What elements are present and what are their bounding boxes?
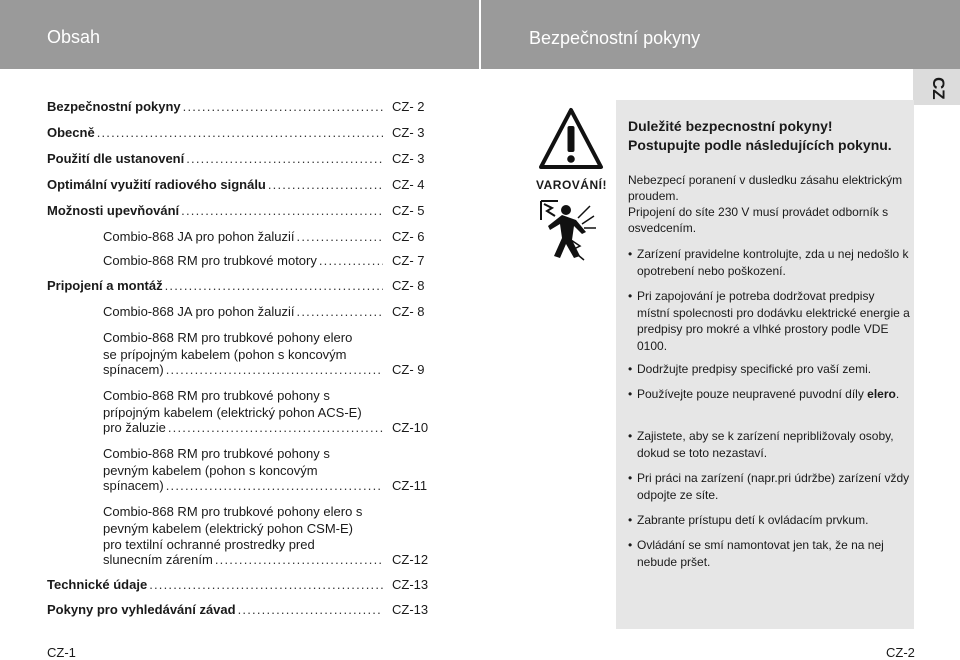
safety-bullet: • Ovládání se smí namontovat jen tak, že na nej nebude pršet.	[628, 537, 910, 570]
safety-bullet: • Pri zapojování je potreba dodržovat predpisy místní spolecnosti pro dodávku elektrické energie a predpisy pro mokré a vlhké prostory podle VDE 0100.	[628, 288, 910, 354]
toc-leader	[238, 602, 383, 617]
toc-subentry-line: pevným kabelem (elektrický pohon CSM-E)	[103, 521, 353, 536]
toc-entry-title: Pokyny pro vyhledávání závad	[47, 602, 236, 617]
toc-entry-title: spínacem)	[103, 478, 164, 493]
toc-entry-title: Combio-868 JA pro pohon žaluzií	[103, 304, 295, 319]
toc-entry-title: pro žaluzie	[103, 420, 166, 435]
safety-title-line: Postupujte podle následujících pokynu.	[628, 137, 892, 153]
toc-leader	[165, 278, 383, 293]
toc-entry[interactable]	[47, 278, 383, 293]
toc-entry-title: Technické údaje	[47, 577, 148, 592]
safety-bullet: • Dodržujte predpisy specifické pro vaší zemi.	[628, 361, 910, 378]
toc-subentry-line: pevným kabelem (pohon s koncovým	[103, 463, 318, 478]
safety-title-line: Duležité bezpecnostní pokyny!	[628, 118, 833, 134]
toc-subentry-line: Combio-868 RM pro trubkové pohony s	[103, 388, 330, 403]
toc-subentry[interactable]	[103, 478, 383, 493]
toc-entry-title: Bezpečnostní pokyny	[47, 99, 181, 114]
warning-icon-column	[528, 100, 617, 629]
toc-leader	[297, 229, 383, 244]
warning-label: VAROVÁNÍ!	[536, 178, 607, 192]
toc-subentry[interactable]	[103, 253, 383, 268]
toc-entry[interactable]	[47, 577, 383, 592]
toc-entry[interactable]	[47, 151, 383, 166]
warning-triangle-icon	[538, 106, 604, 172]
toc-entry-title: slunecním zárením	[103, 552, 213, 567]
toc-subentry[interactable]	[103, 420, 383, 435]
toc-subentry-line: Combio-868 RM pro trubkové pohony s	[103, 446, 330, 461]
toc-subentry[interactable]	[103, 304, 383, 319]
safety-intro-text: Nebezpecí poranení v dusledku zásahu elektrickým proudem.	[628, 173, 903, 203]
toc-entry-title: Pripojení a montáž	[47, 278, 163, 293]
language-tab-label: CZ	[929, 77, 948, 100]
toc-page-number: CZ-13	[392, 577, 429, 592]
toc-page-number: CZ-13	[392, 602, 429, 617]
toc-subentry[interactable]	[103, 229, 383, 244]
toc-entry[interactable]	[47, 99, 383, 114]
toc-leader	[168, 420, 383, 435]
toc-entry[interactable]	[47, 203, 383, 218]
toc-page-number: CZ- 3	[392, 125, 425, 140]
toc-entry-title: spínacem)	[103, 362, 164, 377]
toc-page-number: CZ- 7	[392, 253, 425, 268]
toc-entry-title: Možnosti upevňování	[47, 203, 180, 218]
toc-leader	[215, 552, 383, 567]
toc-entry-title: Optimální využití radiového signálu	[47, 177, 266, 192]
toc-leader	[297, 304, 383, 319]
toc-page-number: CZ-12	[392, 552, 429, 567]
toc-leader	[181, 203, 383, 218]
toc-entry[interactable]	[47, 602, 383, 617]
left-page-title: Obsah	[47, 27, 101, 47]
toc-leader	[149, 577, 383, 592]
toc-page-number: CZ- 4	[392, 177, 425, 192]
right-page-number: CZ-2	[886, 645, 915, 660]
electric-shock-icon	[538, 198, 600, 266]
safety-intro	[628, 172, 910, 236]
toc-page-number: CZ- 9	[392, 362, 425, 377]
toc-page-number: CZ- 6	[392, 229, 425, 244]
language-tab	[913, 69, 960, 105]
safety-bullet: • Zajistete, aby se k zarízení nepribližovaly osoby, dokud se toto nezastaví.	[628, 428, 910, 461]
toc-subentry-line: prípojným kabelem (elektrický pohon ACS-E)	[103, 405, 362, 420]
toc-entry[interactable]	[47, 125, 383, 140]
safety-bullet-text: Používejte pouze neupravené puvodní díly	[637, 387, 864, 401]
right-page-title: Bezpečnostní pokyny	[529, 28, 701, 48]
toc-page-number: CZ- 5	[392, 203, 425, 218]
toc-entry-title: Combio-868 RM pro trubkové motory	[103, 253, 317, 268]
toc-leader	[97, 125, 383, 140]
toc-subentry-line: Combio-868 RM pro trubkové pohony elero s	[103, 504, 363, 519]
toc-page-number: CZ-10	[392, 420, 429, 435]
toc-page-number: CZ- 3	[392, 151, 425, 166]
toc-subentry-line: pro textilní ochranné prostredky pred	[103, 537, 315, 552]
safety-bullet-end: .	[895, 387, 900, 401]
toc-subentry-line: Combio-868 RM pro trubkové pohony elero	[103, 330, 353, 345]
right-page-header	[481, 0, 960, 69]
safety-instructions-box	[616, 100, 914, 629]
toc-subentry-line: se prípojným kabelem (pohon s koncovým	[103, 347, 347, 362]
toc-page-number: CZ- 8	[392, 278, 425, 293]
safety-bullet: • Zabrante prístupu detí k ovládacím prvkum.	[628, 512, 910, 529]
toc-page-number: CZ- 2	[392, 99, 425, 114]
toc-leader	[319, 253, 383, 268]
toc-entry-title: Obecně	[47, 125, 95, 140]
toc-page-number: CZ-11	[392, 478, 428, 493]
toc-leader	[186, 151, 383, 166]
toc-leader	[268, 177, 383, 192]
safety-bullet: • Pri práci na zarízení (napr.pri údržbe) zarízení vždy odpojte ze síte.	[628, 470, 910, 503]
brand-name: elero	[867, 387, 896, 401]
toc-leader	[166, 478, 383, 493]
left-page-number: CZ-1	[47, 645, 76, 660]
safety-bullet	[628, 386, 910, 403]
toc-entry[interactable]	[47, 177, 383, 192]
safety-bullet: • Zarízení pravidelne kontrolujte, zda u nej nedošlo k opotrebení nebo poškození.	[628, 246, 910, 279]
toc-entry-title: Combio-868 JA pro pohon žaluzií	[103, 229, 295, 244]
table-of-contents	[0, 0, 470, 640]
toc-leader	[183, 99, 383, 114]
toc-subentry[interactable]	[103, 362, 383, 377]
toc-entry-title: Použití dle ustanovení	[47, 151, 185, 166]
safety-title	[628, 117, 913, 155]
safety-intro-text: Pripojení do síte 230 V musí provádet odborník s osvedcením.	[628, 205, 889, 235]
toc-page-number: CZ- 8	[392, 304, 425, 319]
toc-subentry[interactable]	[103, 552, 383, 567]
toc-leader	[166, 362, 383, 377]
